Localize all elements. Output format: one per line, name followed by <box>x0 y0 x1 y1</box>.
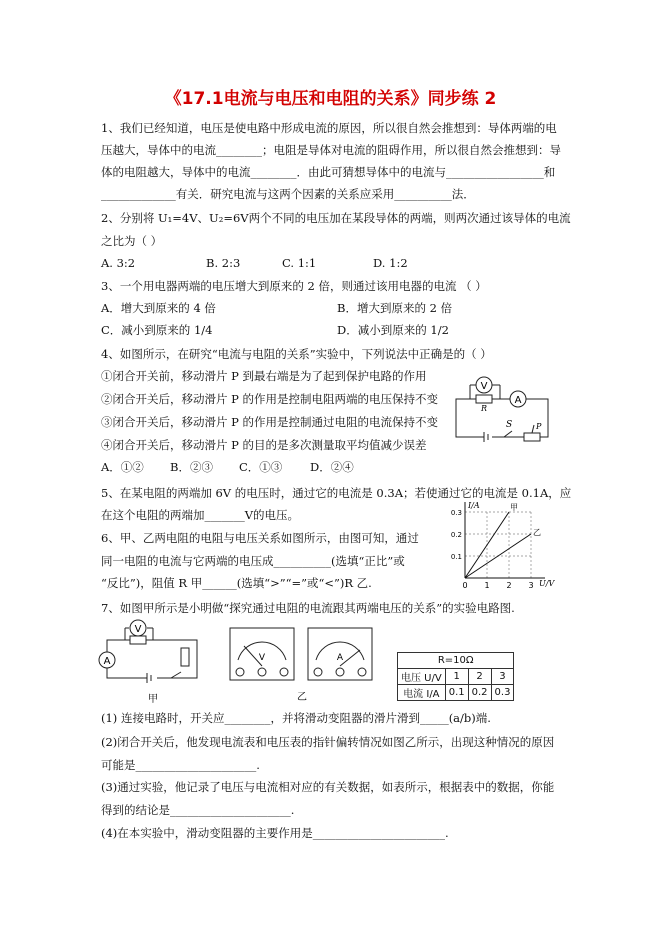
x-axis-label: U/V <box>539 579 555 588</box>
q7-data-table <box>397 652 514 701</box>
q1-line-2: 压越大，导体中的电流________；电阻是导体对电流的阻碍作用，所以很自然会推想到：导 <box>101 143 561 157</box>
series-label: 乙 <box>533 528 541 537</box>
table-row2-label: 电流 I/A <box>398 685 446 701</box>
q7-sub-1: (1) 连接电路时，开关应________，并将滑动变阻器的滑片滑到_____(a/b)端. <box>101 711 491 725</box>
meter-v-label: V <box>258 653 266 663</box>
switch-label: S <box>506 420 513 430</box>
q2-option-a: A. 3:2 <box>101 256 136 270</box>
q7-sub-2b: 可能是_____________________. <box>101 758 260 772</box>
q7-sub-3b: 得到的结论是_____________________. <box>101 803 295 817</box>
q7-sub-3a: (3)通过实验，他记录了电压与电流相对应的有关数据，如表所示，根据表中的数据，你能 <box>101 780 555 794</box>
q7-ammeter-label: A <box>103 656 111 667</box>
q6-line-3: “反比”)，阻值 R 甲______(选填“>”“=”或“<”)R 乙. <box>101 576 372 590</box>
fig-yi-label: 乙 <box>297 692 307 703</box>
q3-option-a: A．增大到原来的 4 倍 <box>101 301 216 315</box>
x-tick-label: 0 <box>462 581 468 590</box>
q5-line-2: 在这个电阻的两端加_______V的电压。 <box>101 508 300 522</box>
fig-jia-label: 甲 <box>148 694 158 704</box>
meter-a-label: A <box>336 653 344 663</box>
q2-option-b: B. 2:3 <box>206 256 241 270</box>
page-title: 《17.1电流与电压和电阻的关系》同步练 2 <box>164 89 497 109</box>
y-axis-label: I/A <box>468 501 480 510</box>
q4-stem: 4、如图所示，在研究“电流与电阻的关系”实验中，下列说法中正确是的（ ） <box>101 347 492 361</box>
voltmeter-label: V <box>480 381 488 392</box>
q2-option-c: C. 1:1 <box>282 256 317 270</box>
q7-meters-yi <box>228 626 378 704</box>
q6-line-2: 同一电阻的电流与它两端的电压成__________(选填“正比”或 <box>101 554 405 568</box>
q7-circuit-jia <box>97 618 209 704</box>
table-cell: 0.1 <box>445 685 468 701</box>
q7-sub-2a: (2)闭合开关后，他发现电流表和电压表的指针偏转情况如图乙所示，出现这种情况的原因 <box>101 735 555 749</box>
q3-stem: 3、一个用电器两端的电压增大到原来的 2 倍，则通过该用电器的电流 （ ） <box>101 279 487 293</box>
q7-sub-4: (4)在本实验中，滑动变阻器的主要作用是_______________________. <box>101 826 449 840</box>
q4-option-b: B．②③ <box>170 460 213 474</box>
q4-item-4: ④闭合开关后，移动滑片 P 的目的是多次测量取平均值减少误差 <box>101 438 427 452</box>
q6-line-1: 6、甲、乙两电阻的电阻与电压关系如图所示，由图可知，通过 <box>101 531 419 545</box>
table-header: R=10Ω <box>398 653 514 669</box>
x-tick-label: 3 <box>528 581 534 590</box>
y-tick-label: 0.2 <box>450 531 462 539</box>
ammeter-label: A <box>514 395 522 406</box>
q7-voltmeter-label: V <box>134 624 142 635</box>
x-tick-label: 2 <box>506 581 512 590</box>
q1-line-1: 1、我们已经知道，电压是使电路中形成电流的原因，所以很自然会推想到：导体两端的电 <box>101 121 557 135</box>
q4-item-1: ①闭合开关前，移动滑片 P 到最右端是为了起到保护电路的作用 <box>101 369 427 383</box>
q3-option-b: B．增大到原来的 2 倍 <box>337 301 453 315</box>
q5-line-1: 5、在某电阻的两端加 6V 的电压时，通过它的电流是 0.3A；若使通过它的电流是 0.1A，应 <box>101 486 572 500</box>
slider-label: P <box>536 422 542 431</box>
q2-stem-1: 2、分别将 U₁=4V、U₂=6V两个不同的电压加在某段导体的两端，则两次通过该导体的电流 <box>101 211 571 225</box>
q4-option-c: C．①③ <box>239 460 283 474</box>
table-cell: 0.2 <box>468 685 491 701</box>
q3-option-c: C．减小到原来的 1/4 <box>101 323 213 337</box>
table-cell: 2 <box>468 669 491 685</box>
q4-item-3: ③闭合开关后，移动滑片 P 的作用是控制通过电阻的电流保持不变 <box>101 415 439 429</box>
q4-option-a: A．①② <box>101 460 144 474</box>
table-row1-label: 电压 U/V <box>398 669 446 685</box>
q3-option-d: D．减小到原来的 1/2 <box>337 323 449 337</box>
q4-item-2: ②闭合开关后，移动滑片 P 的作用是控制电阻两端的电压保持不变 <box>101 392 439 406</box>
q2-stem-2: 之比为（ ） <box>101 234 163 248</box>
q4-option-d: D．②④ <box>310 460 354 474</box>
i-u-chart <box>447 500 557 590</box>
series-label: 甲 <box>510 503 518 512</box>
q4-circuit-diagram <box>448 375 558 443</box>
q1-line-4: _____________有关．研究电流与这两个因素的关系应采用__________法． <box>101 187 475 201</box>
y-tick-label: 0.1 <box>450 553 462 561</box>
x-tick-label: 1 <box>484 581 490 590</box>
table-cell: 3 <box>491 669 514 685</box>
q7-intro: 7、如图甲所示是小明做“探究通过电阻的电流跟其两端电压的关系”的实验电路图. <box>101 601 515 615</box>
table-cell: 0.3 <box>491 685 514 701</box>
q2-option-d: D. 1:2 <box>373 256 408 270</box>
q1-line-3: 体的电阻越大，导体中的电流________．由此可猜想导体中的电流与_________________和 <box>101 165 556 179</box>
y-tick-label: 0.3 <box>450 509 462 517</box>
resistor-label: R <box>480 404 488 413</box>
table-cell: 1 <box>445 669 468 685</box>
